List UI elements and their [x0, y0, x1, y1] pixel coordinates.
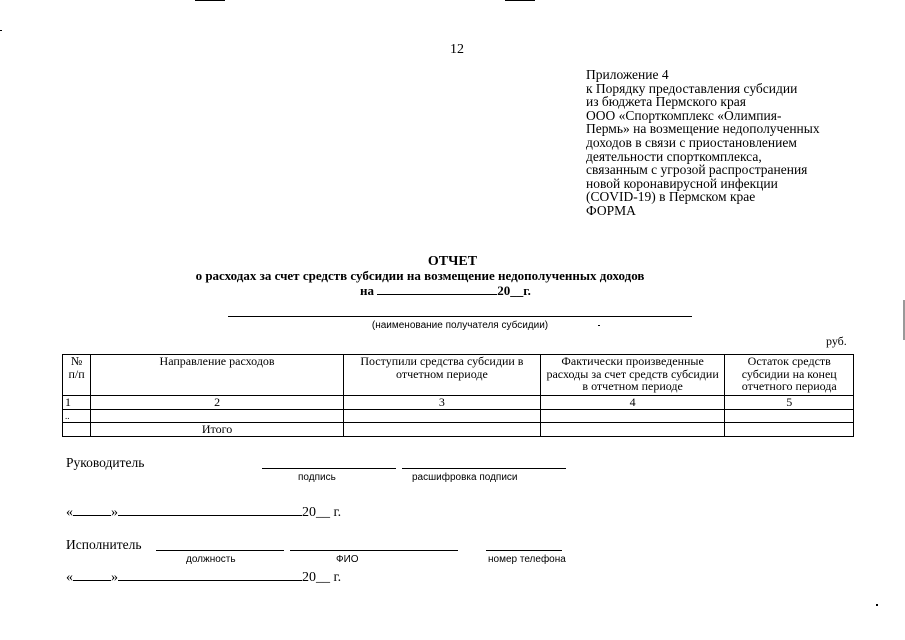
header-cell-balance: Остаток средств субсидии на конец отчетного периода [725, 355, 854, 396]
date-year: 20__ г. [302, 570, 342, 585]
table-cell[interactable] [91, 409, 344, 423]
date-open-quote: « [66, 505, 73, 520]
date-close-quote: » [111, 570, 118, 585]
table-cell[interactable] [540, 409, 725, 423]
header-cell-spent: Фактически произведенные расходы за счет средств субсидии в отчетном периоде [540, 355, 725, 396]
appendix-line: новой коронавирусной инфекции [586, 175, 778, 191]
scan-speck [598, 325, 600, 326]
appendix-line: деятельности спорткомплекса, [586, 148, 762, 164]
appendix-line: связанным с угрозой распространения [586, 162, 808, 178]
form-label: ФОРМА [586, 203, 636, 218]
appendix-header [586, 68, 886, 204]
appendix-line: к Порядку предоставления субсидии [586, 80, 798, 96]
appendix-line: Приложение 4 [586, 67, 669, 82]
position-caption: должность [186, 554, 236, 565]
phone-caption: номер телефона [488, 554, 566, 565]
total-label: Итого [91, 423, 344, 437]
name-caption: ФИО [336, 554, 359, 565]
table-cell: .. [63, 409, 91, 423]
table-cell: 5 [725, 396, 854, 410]
report-subtitle: о расходах за счет средств субсидии на возмещение недополученных доходов [195, 268, 645, 283]
table-header-row [63, 355, 854, 396]
day-field[interactable] [73, 503, 111, 516]
report-date-blank[interactable] [377, 282, 497, 295]
month-field[interactable] [118, 503, 302, 516]
scan-edge-line [0, 30, 2, 31]
appendix-line: из бюджета Пермского края [586, 94, 746, 110]
appendix-line: (COVID-19) в Пермском крае [586, 189, 756, 205]
table-cell: 4 [540, 396, 725, 410]
page-number: 12 [450, 42, 464, 57]
report-title: ОТЧЕТ [427, 254, 478, 269]
executor-position-field[interactable] [156, 550, 284, 551]
table-cell[interactable] [540, 423, 725, 437]
table-cell [63, 423, 91, 437]
executor-name-field[interactable] [290, 550, 458, 551]
executor-label: Исполнитель [66, 537, 142, 552]
day-field[interactable] [73, 568, 111, 581]
head-signature-field[interactable] [262, 468, 396, 469]
executor-phone-field[interactable] [486, 550, 562, 551]
decoding-caption: расшифровка подписи [412, 472, 518, 483]
table-cell[interactable] [344, 423, 541, 437]
date-close-quote: » [111, 505, 118, 520]
month-field[interactable] [118, 568, 302, 581]
header-cell-direction: Направление расходов [91, 355, 344, 396]
appendix-line: Пермь» на возмещение недополученных [586, 121, 820, 137]
header-cell-number: № п/п [63, 355, 91, 396]
head-decoding-field[interactable] [402, 468, 566, 469]
report-date-prefix: на [360, 283, 374, 298]
table-cell: 3 [344, 396, 541, 410]
header-cell-received: Поступили средства субсидии в отчетном периоде [344, 355, 541, 396]
head-label: Руководитель [66, 455, 145, 470]
scan-speck [876, 604, 878, 606]
table-cell[interactable] [344, 409, 541, 423]
appendix-line: доходов в связи с приостановлением [586, 134, 797, 150]
table-cell[interactable] [725, 423, 854, 437]
recipient-caption: (наименование получателя субсидии) [371, 320, 549, 331]
table-numbering-row [63, 396, 854, 410]
head-date-line [66, 503, 341, 521]
scan-edge-line [505, 0, 535, 1]
currency-label: руб. [826, 334, 847, 348]
table-cell: 2 [91, 396, 344, 410]
executor-date-line [66, 568, 341, 586]
expense-table [62, 354, 854, 437]
scan-edge-line [195, 0, 225, 1]
recipient-name-field[interactable] [228, 316, 692, 317]
date-year: 20__ г. [302, 505, 342, 520]
table-row [63, 409, 854, 423]
date-open-quote: « [66, 570, 73, 585]
table-cell[interactable] [725, 409, 854, 423]
appendix-line: ООО «Спорткомплекс «Олимпия- [586, 107, 782, 123]
report-date-year: 20__г. [497, 283, 531, 298]
table-cell: 1 [63, 396, 91, 410]
report-date-line [360, 282, 531, 299]
signature-caption: подпись [298, 472, 336, 483]
table-total-row [63, 423, 854, 437]
